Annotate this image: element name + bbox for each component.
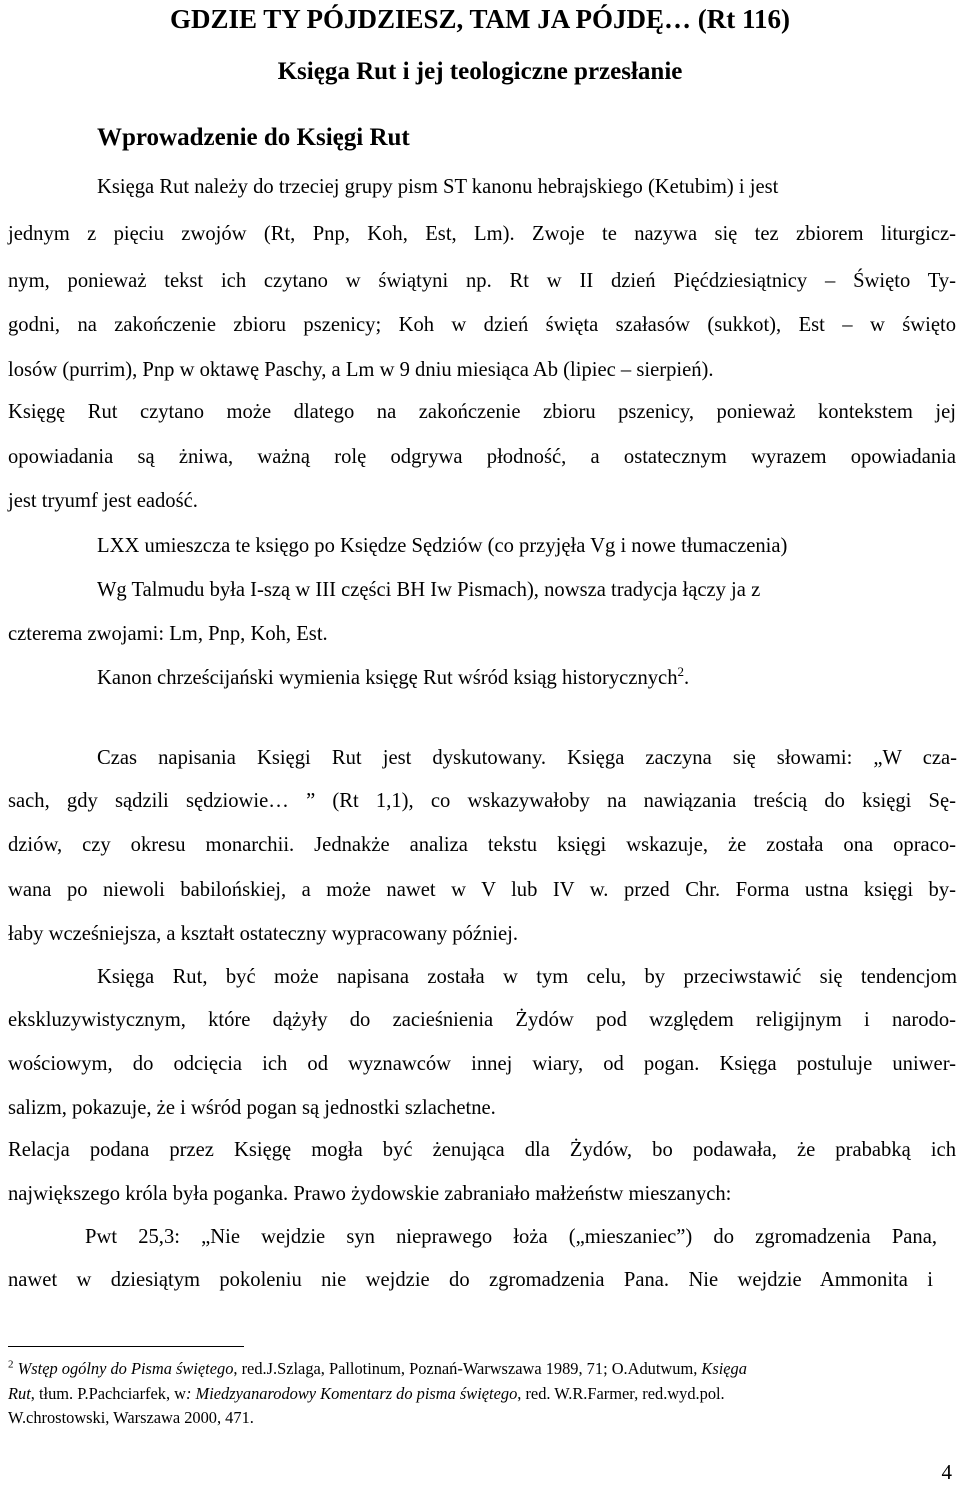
paragraph-line: salizm, pokazuje, że i wśród pogan są jednostki szlachetne. [8,1097,496,1119]
paragraph-line: nym, ponieważ tekst ich czytano w świątyni np. Rt w II dzień Pięćdziesiątnicy – Święto Ty- [8,270,956,292]
paragraph-line [97,663,957,693]
paragraph-line: nawet w dziesiątym pokoleniu nie wejdzie do zgromadzenia Pana. Nie wejdzie Ammonita i [8,1269,933,1291]
paragraph-line: wana po niewoli babilońskiej, a może nawet w V lub IV w. przed Chr. Forma ustna księgi by- [8,879,956,901]
paragraph-line: LXX umieszcza te księgo po Księdze Sędziów (co przyjęła Vg i nowe tłumaczenia) [97,535,788,557]
document-title: GDZIE TY PÓJDZIESZ, TAM JA PÓJDĘ… (Rt 116) [169,4,791,34]
paragraph-line: Księga Rut należy do trzeciej grupy pism ST kanonu hebrajskiego (Ketubim) i jest [97,176,779,198]
footnote-text: Księga [701,1359,747,1378]
footnote-text: : Miedzyanarodowy Komentarz do pisma świętego [186,1384,518,1403]
footnote-text: Rut [8,1384,31,1403]
footnote-line [8,1381,958,1406]
paragraph-line: łaby wcześniejsza, a kształt ostateczny wypracowany później. [8,923,519,945]
paragraph-line: czterema zwojami: Lm, Pnp, Koh, Est. [8,623,328,645]
footnote-text: , red. W.R.Farmer, red.wyd.pol. [517,1384,725,1403]
footnote-text: , red.J.Szlaga, Pallotinum, Poznań-Warwszawa 1989, 71; O.Adutwum, [233,1359,702,1378]
paragraph-line: Relacja podana przez Księgę mogła być żenująca dla Żydów, bo podawała, że prababką ich [8,1139,956,1161]
paragraph-line: dziów, czy okresu monarchii. Jednakże analiza tekstu księgi wskazuje, że została ona opraco- [8,834,956,856]
paragraph-line: Księgę Rut czytano może dlatego na zakończenie zbioru pszenicy, ponieważ kontekstem jej [8,401,956,423]
paragraph-line: sach, gdy sądzili sędziowie… ” (Rt 1,1), co wskazywałoby na nawiązania treścią do księgi Sę- [8,790,956,812]
paragraph-line: ekskluzywistycznym, które dążyły do zacieśnienia Żydów pod względem religijnym i narodo- [8,1009,956,1031]
paragraph-line: opowiadania są żniwa, ważną rolę odgrywa płodność, a ostatecznym wyrazem opowiadania [8,446,956,468]
paragraph-line: największego króla była poganka. Prawo żydowskie zabraniało małżeństw mieszanych: [8,1183,732,1205]
footnote-line: W.chrostowski, Warszawa 2000, 471. [8,1408,254,1427]
footnote-line [8,1356,958,1381]
line-text: Kanon chrześcijański wymienia księgę Rut wśród ksiąg historycznych [97,667,678,689]
paragraph-line: wościowym, do odcięcia ich od wyznawców innej wiary, od pogan. Księga postuluje uniwer- [8,1053,956,1075]
paragraph-line: godni, na zakończenie zbioru pszenicy; Koh w dzień święta szałasów (sukkot), Est – w święto [8,314,956,336]
section-heading: Wprowadzenie do Księgi Rut [97,124,410,151]
footnote-text: , tłum. P.Pachciarfek, w [30,1384,186,1403]
paragraph-line: jednym z pięciu zwojów (Rt, Pnp, Koh, Est, Lm). Zwoje te nazywa się tez zbiorem liturgicz- [8,223,956,245]
document-subtitle: Księga Rut i jej teologiczne przesłanie [277,58,683,85]
paragraph-line: jest tryumf jest eadość. [8,490,198,512]
footnote-text: Wstęp ogólny do Pisma świętego [17,1359,234,1378]
paragraph-line: Pwt 25,3: „Nie wejdzie syn nieprawego łoża („mieszaniec”) do zgromadzenia Pana, [85,1226,937,1248]
page-number: 4 [941,1460,952,1484]
paragraph-line: Czas napisania Księgi Rut jest dyskutowany. Księga zaczyna się słowami: „W cza- [97,747,957,769]
line-end: . [684,667,690,689]
paragraph-line: losów (purrim), Pnp w oktawę Paschy, a Lm w 9 dniu miesiąca Ab (lipiec – sierpień). [8,359,714,381]
footnote-divider [8,1346,244,1347]
footnote-reference[interactable]: 2 [677,664,684,680]
paragraph-line: Wg Talmudu była I-szą w III części BH Iw Pismach), nowsza tradycja łączy ja z [97,579,761,601]
paragraph-line: Księga Rut, być może napisana została w tym celu, by przeciwstawić się tendencjom [97,966,957,988]
footnote-number: 2 [8,1358,14,1371]
